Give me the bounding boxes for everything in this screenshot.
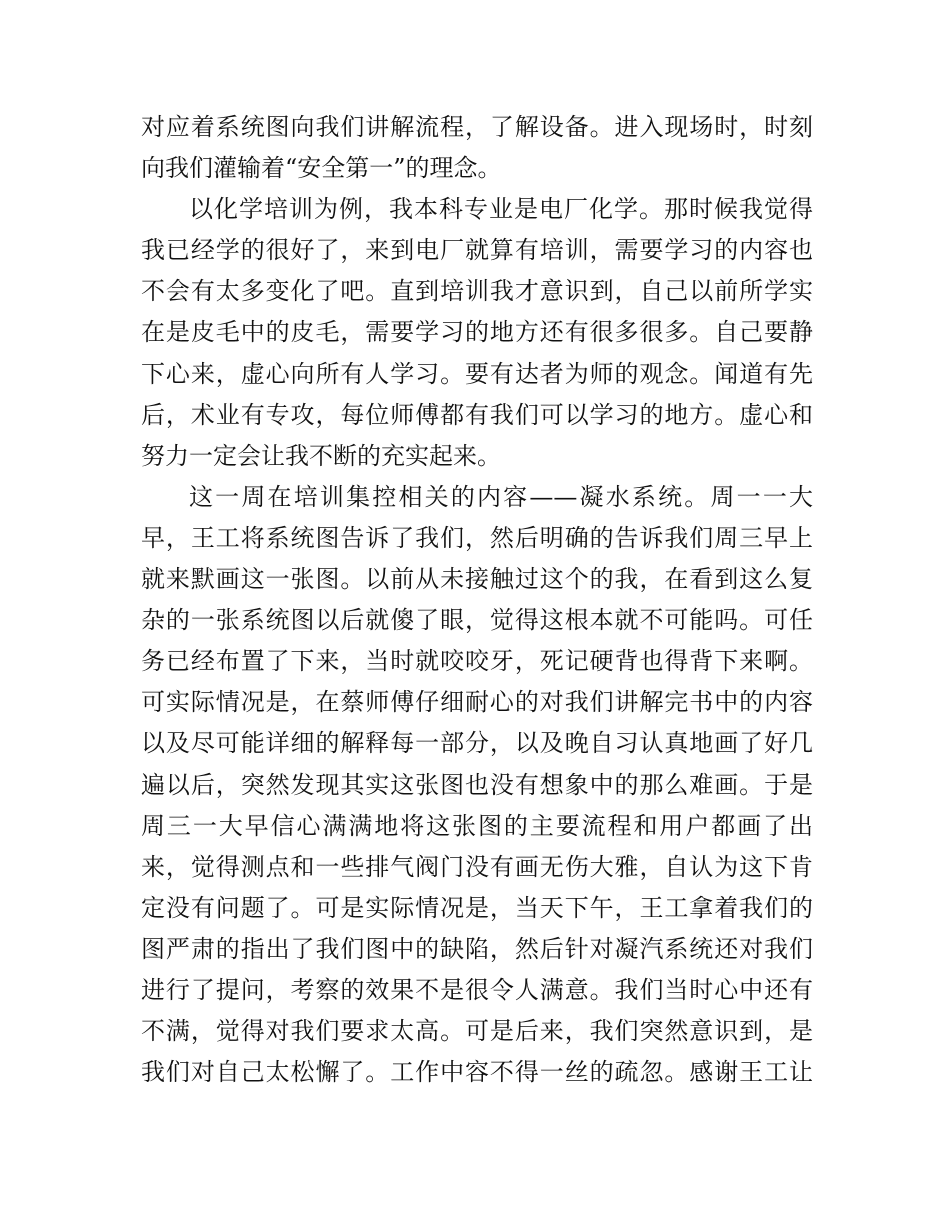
text-line: 定没有问题了。可是实际情况是，当天下午，王工拿着我们的 xyxy=(141,893,813,922)
text-line: 可实际情况是，在蔡师傅仔细耐心的对我们讲解完书中的内容 xyxy=(141,688,813,717)
body-text xyxy=(141,107,813,1093)
text-line: 遍以后，突然发现其实这张图也没有想象中的那么难画。于是 xyxy=(141,770,813,799)
text-line: 进行了提问，考察的效果不是很令人满意。我们当时心中还有 xyxy=(141,975,813,1004)
text-line: 不会有太多变化了吧。直到培训我才意识到，自己以前所学实 xyxy=(141,277,813,306)
text-line: 这一周在培训集控相关的内容——凝水系统。周一一大 xyxy=(189,482,813,511)
text-line: 以化学培训为例，我本科专业是电厂化学。那时候我觉得 xyxy=(189,195,813,224)
text-line: 我已经学的很好了，来到电厂就算有培训，需要学习的内容也 xyxy=(141,236,813,265)
text-line: 下心来，虚心向所有人学习。要有达者为师的观念。闻道有先 xyxy=(141,359,813,388)
text-line: 务已经布置了下来，当时就咬咬牙，死记硬背也得背下来啊。 xyxy=(141,647,813,676)
text-line: 不满，觉得对我们要求太高。可是后来，我们突然意识到，是 xyxy=(141,1017,813,1046)
text-line: 图严肃的指出了我们图中的缺陷，然后针对凝汽系统还对我们 xyxy=(141,934,813,963)
text-line: 早，王工将系统图告诉了我们，然后明确的告诉我们周三早上 xyxy=(141,523,813,552)
text-line: 后，术业有专攻，每位师傅都有我们可以学习的地方。虚心和 xyxy=(141,400,813,429)
text-line: 就来默画这一张图。以前从未接触过这个的我，在看到这么复 xyxy=(141,565,813,594)
text-line: 在是皮毛中的皮毛，需要学习的地方还有很多很多。自己要静 xyxy=(141,318,813,347)
text-line: 我们对自己太松懈了。工作中容不得一丝的疏忽。感谢王工让 xyxy=(141,1058,813,1087)
text-line: 来，觉得测点和一些排气阀门没有画无伤大雅，自认为这下肯 xyxy=(141,852,813,881)
text-line: 向我们灌输着“安全第一”的理念。 xyxy=(141,154,502,183)
text-line: 以及尽可能详细的解释每一部分，以及晚自习认真地画了好几 xyxy=(141,729,813,758)
text-line: 对应着系统图向我们讲解流程，了解设备。进入现场时，时刻 xyxy=(141,113,813,141)
text-line: 杂的一张系统图以后就傻了眼，觉得这根本就不可能吗。可任 xyxy=(141,606,813,635)
text-line: 努力一定会让我不断的充实起来。 xyxy=(141,441,501,470)
text-line: 周三一大早信心满满地将这张图的主要流程和用户都画了出 xyxy=(141,811,813,840)
